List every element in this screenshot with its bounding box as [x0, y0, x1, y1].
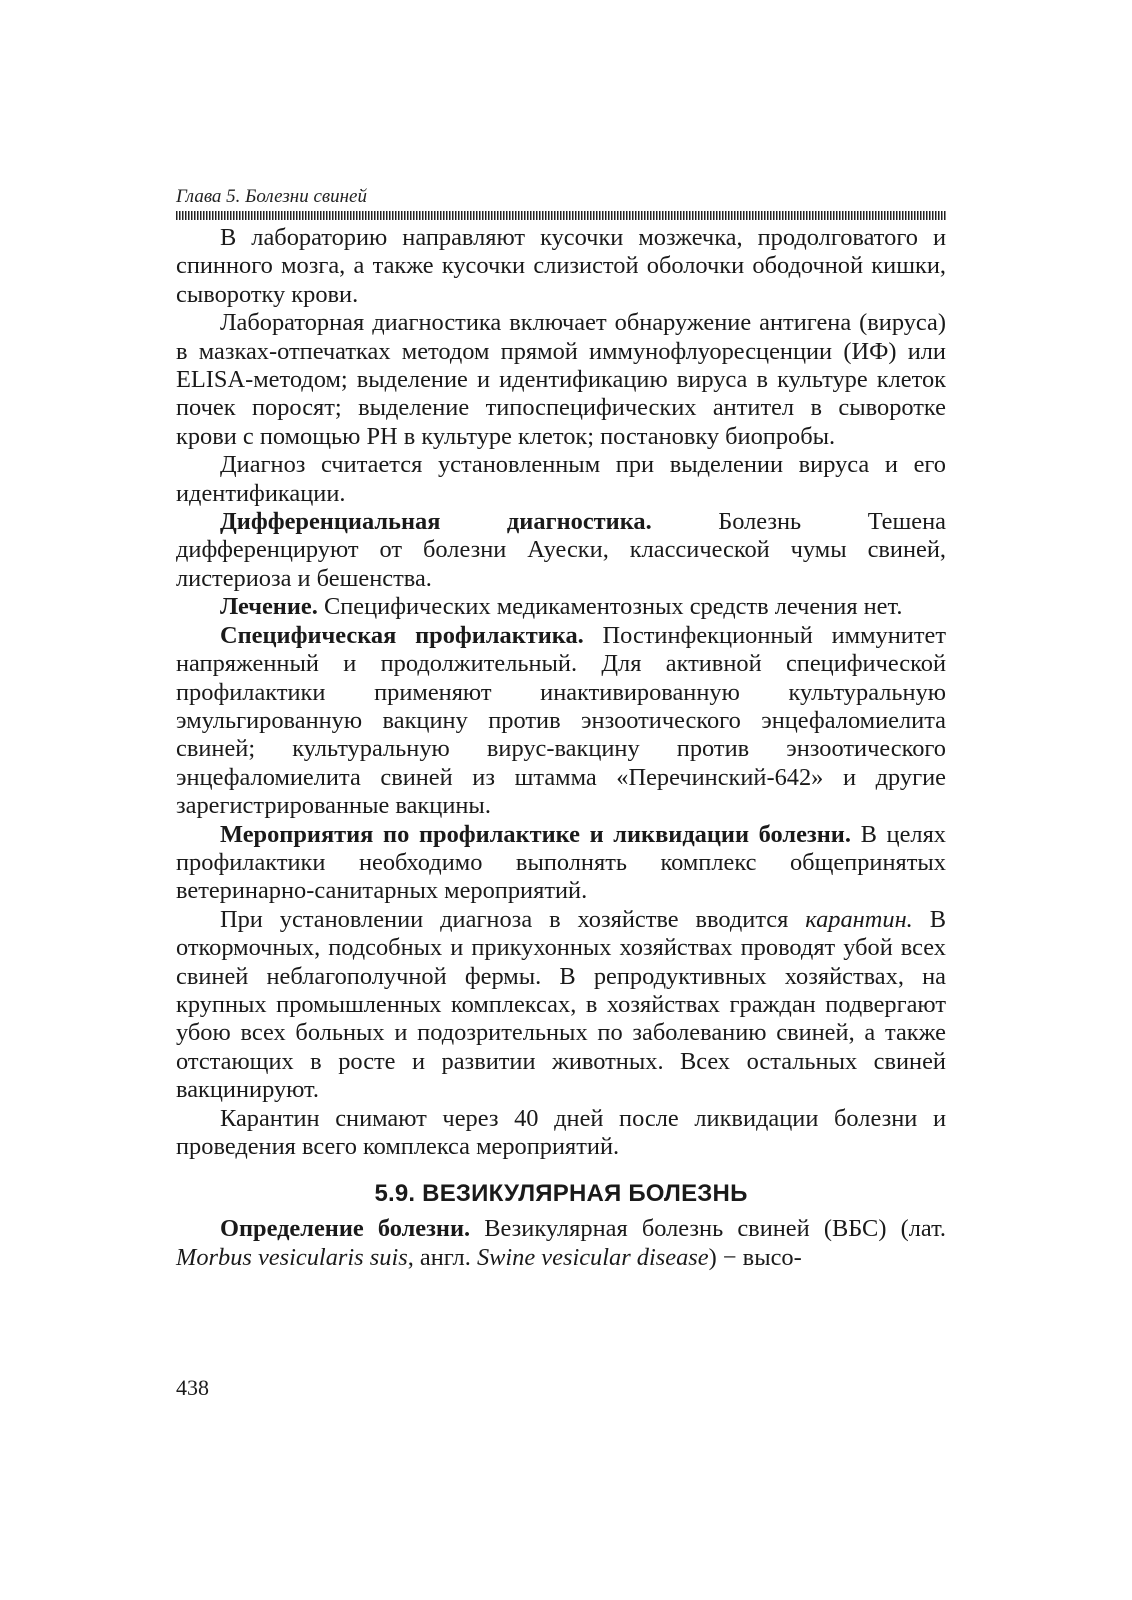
paragraph-lead: Определение болезни. — [220, 1215, 471, 1243]
paragraph-lead: Лечение. — [220, 593, 318, 621]
paragraph-differential: Дифференциальная диагностика. Болезнь Тешена дифференцируют от болезни Ауески, классической чумы свиней, листериоза и бешенства. — [176, 508, 946, 592]
header-rule — [176, 211, 946, 220]
paragraph-definition: Определение болезни. Везикулярная болезнь свиней (ВБС) (лат. Morbus vesicularis suis, англ. Swine vesicular disease) − высо- — [176, 1215, 947, 1271]
paragraph-quarantine: При установлении диагноза в хозяйстве вводится карантин. В откормочных, подсобных и прикухонных хозяйствах проводят убой всех свиней неблагополучной фермы. В репродуктивных хозяйствах, на крупных промышленных комплексах, в хозяйствах граждан подвергают убою всех больных и подозрительных по заболеванию свиней, а также отстающих в росте и развитии животных. Всех остальных свиней вакцинируют. — [176, 905, 946, 1104]
page-content — [176, 186, 946, 1272]
section-body — [176, 1215, 946, 1272]
paragraph-measures: Мероприятия по профилактике и ликвидации болезни. В целях профилактики необходимо выполнять комплекс общепринятых ветеринарно-санитарных мероприятий. — [176, 820, 946, 905]
paragraph-quarantine-lift: Карантин снимают через 40 дней после ликвидации болезни и проведения всего комплекса мероприятий. — [176, 1104, 946, 1160]
page-number: 438 — [176, 1375, 209, 1400]
italic-term: карантин. — [805, 905, 913, 933]
paragraph-lab-diagnostics: Лабораторная диагностика включает обнаружение антигена (вируса) в мазках-отпечатках методом прямой иммунофлуоресценции (ИФ) или ELISA-методом; выделение и идентификацию вируса в культуре клеток почек поросят; выделение типоспецифических антител в сыворотке крови с помощью РН в культуре клеток; постановку биопробы. — [176, 309, 946, 450]
paragraph-lead: Мероприятия по профилактике и ликвидации болезни. — [220, 820, 851, 848]
section-title: 5.9. ВЕЗИКУЛЯРНАЯ БОЛЕЗНЬ — [374, 1180, 748, 1208]
paragraph-treatment: Лечение. Специфических медикаментозных средств лечения нет. — [220, 593, 903, 621]
body-text — [176, 224, 946, 1161]
english-name: Swine vesicular disease — [476, 1243, 709, 1271]
paragraph-diagnosis: Диагноз считается установленным при выделении вируса и его идентификации. — [176, 451, 946, 507]
paragraph-lab-samples: В лабораторию направляют кусочки мозжечка, продолговатого и спинного мозга, а также кусочки слизистой оболочки ободочной кишки, сыворотку крови. — [176, 224, 946, 308]
paragraph-lead: Дифференциальная диагностика. — [220, 508, 652, 536]
paragraph-specific-prophylaxis: Специфическая профилактика. Постинфекционный иммунитет напряженный и продолжительный. Для активной специфической профилактики применяют инактивированную культуральную эмульгированную вакцину против энзоотического энцефаломиелита свиней; культуральную вирус-вакцину против энзоотического энцефаломиелита свиней из штамма «Перечинский-642» и другие зарегистрированные вакцины. — [176, 621, 946, 820]
running-head: Глава 5. Болезни свиней — [176, 186, 367, 207]
paragraph-lead: Специфическая профилактика. — [220, 621, 584, 649]
latin-name: Morbus vesicularis suis — [176, 1243, 408, 1271]
